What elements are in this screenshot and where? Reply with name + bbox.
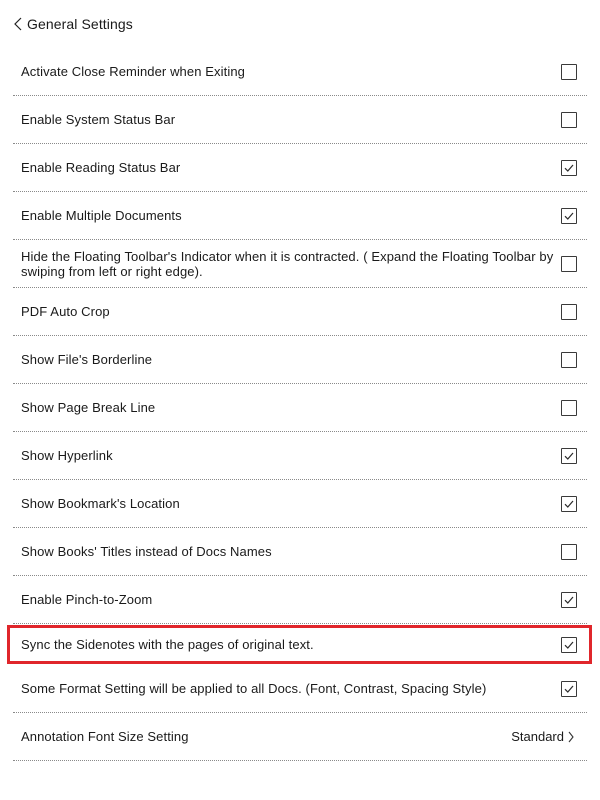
setting-label: Show Books' Titles instead of Docs Names xyxy=(21,544,272,559)
back-button[interactable] xyxy=(12,12,133,36)
chevron-left-icon xyxy=(12,15,26,33)
setting-label: Enable Reading Status Bar xyxy=(21,160,181,175)
books-titles-checkbox[interactable] xyxy=(561,544,577,560)
setting-row-pinch-to-zoom[interactable] xyxy=(13,576,587,624)
setting-row-multiple-documents[interactable] xyxy=(13,192,587,240)
setting-label: Show Hyperlink xyxy=(21,448,113,463)
system-status-bar-checkbox[interactable] xyxy=(561,112,577,128)
setting-label: Enable System Status Bar xyxy=(21,112,176,127)
checkmark-icon xyxy=(563,594,575,606)
setting-label: Enable Pinch-to-Zoom xyxy=(21,592,153,607)
checkmark-icon xyxy=(563,639,575,651)
setting-row-hyperlink[interactable] xyxy=(13,432,587,480)
checkmark-icon xyxy=(563,683,575,695)
setting-row-bookmark-location[interactable] xyxy=(13,480,587,528)
setting-row-floating-toolbar-indicator[interactable] xyxy=(13,240,587,288)
file-borderline-checkbox[interactable] xyxy=(561,352,577,368)
settings-list xyxy=(13,48,587,761)
setting-label: Show File's Borderline xyxy=(21,352,153,367)
annotation-font-size-value: Standard xyxy=(511,729,564,744)
setting-label: Hide the Floating Toolbar's Indicator when it is contracted. ( Expand the Floating Toolbar by swiping from left or right edge). xyxy=(21,248,554,279)
header xyxy=(0,0,600,48)
checkmark-icon xyxy=(563,162,575,174)
setting-row-format-setting-all-docs[interactable] xyxy=(13,665,587,713)
annotation-font-size-selector[interactable] xyxy=(511,729,575,744)
setting-label: Show Page Break Line xyxy=(21,400,156,415)
setting-row-annotation-font-size[interactable] xyxy=(13,713,587,761)
setting-label: Activate Close Reminder when Exiting xyxy=(21,64,245,79)
checkmark-icon xyxy=(563,210,575,222)
hyperlink-checkbox[interactable] xyxy=(561,448,577,464)
reading-status-bar-checkbox[interactable] xyxy=(561,160,577,176)
sync-sidenotes-checkbox[interactable] xyxy=(561,637,577,653)
page-title: General Settings xyxy=(27,16,133,32)
pinch-to-zoom-checkbox[interactable] xyxy=(561,592,577,608)
setting-row-close-reminder[interactable] xyxy=(13,48,587,96)
setting-row-books-titles[interactable] xyxy=(13,528,587,576)
pdf-auto-crop-checkbox[interactable] xyxy=(561,304,577,320)
close-reminder-checkbox[interactable] xyxy=(561,64,577,80)
bookmark-location-checkbox[interactable] xyxy=(561,496,577,512)
setting-label: Some Format Setting will be applied to all Docs. (Font, Contrast, Spacing Style) xyxy=(21,681,487,696)
setting-row-sync-sidenotes[interactable] xyxy=(9,627,590,662)
setting-row-system-status-bar[interactable] xyxy=(13,96,587,144)
setting-label: Sync the Sidenotes with the pages of original text. xyxy=(21,637,314,652)
setting-row-pdf-auto-crop[interactable] xyxy=(13,288,587,336)
chevron-right-icon xyxy=(567,730,575,744)
setting-row-reading-status-bar[interactable] xyxy=(13,144,587,192)
setting-label: PDF Auto Crop xyxy=(21,304,110,319)
multiple-documents-checkbox[interactable] xyxy=(561,208,577,224)
checkmark-icon xyxy=(563,498,575,510)
setting-label: Show Bookmark's Location xyxy=(21,496,180,511)
format-setting-all-docs-checkbox[interactable] xyxy=(561,681,577,697)
checkmark-icon xyxy=(563,450,575,462)
setting-label: Annotation Font Size Setting xyxy=(21,729,189,744)
setting-row-page-break-line[interactable] xyxy=(13,384,587,432)
floating-toolbar-indicator-checkbox[interactable] xyxy=(561,256,577,272)
setting-row-file-borderline[interactable] xyxy=(13,336,587,384)
page-break-line-checkbox[interactable] xyxy=(561,400,577,416)
setting-label: Enable Multiple Documents xyxy=(21,208,182,223)
